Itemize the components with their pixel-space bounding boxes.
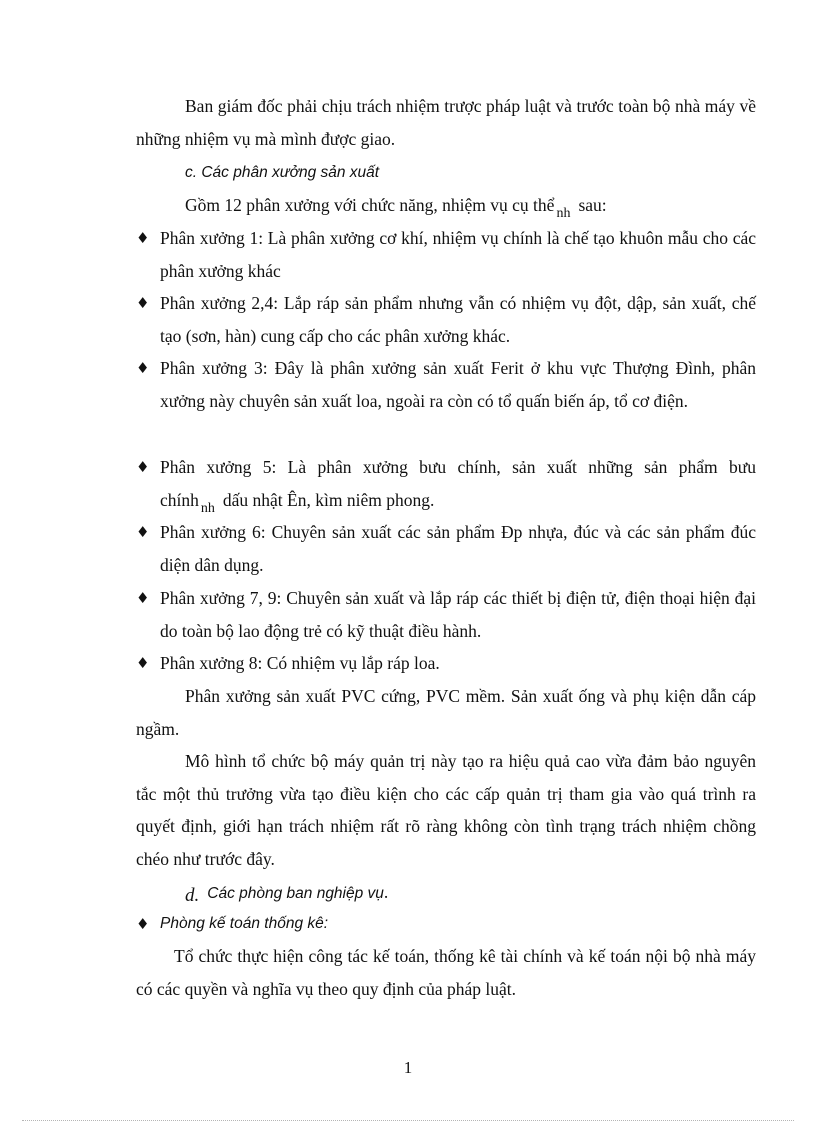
list-item-text: Phân xưởng 8: Có nhiệm vụ lắp ráp loa. bbox=[160, 653, 440, 673]
diamond-bullet-icon: ♦ bbox=[136, 654, 150, 672]
diamond-bullet-icon: ♦ bbox=[136, 915, 150, 933]
list-item-text-a: Phân xưởng 5: Là phân xưởng bưu chính, sản xuất những sản phẩm bưu chính bbox=[160, 457, 756, 510]
list-item-text bbox=[160, 451, 756, 519]
diamond-bullet-icon: ♦ bbox=[136, 294, 150, 312]
diamond-bullet-icon: ♦ bbox=[136, 458, 150, 476]
paragraph-board-responsibility: Ban giám đốc phải chịu trách nhiệm trược pháp luật và trước toàn bộ nhà máy về những nhiệm vụ mà mình được giao. bbox=[136, 96, 756, 149]
paragraph-workshop-count-sub: nh bbox=[556, 206, 571, 221]
paragraph-accounting-duties: Tổ chức thực hiện công tác kế toán, thống kê tài chính và kế toán nội bộ nhà máy có các quyền và nghĩa vụ theo quy định của pháp luật. bbox=[136, 946, 756, 999]
list-item-workshop-6 bbox=[136, 516, 756, 581]
diamond-bullet-icon: ♦ bbox=[136, 523, 150, 541]
list-item-workshop-7-9 bbox=[136, 582, 756, 647]
heading-departments-letter: d. bbox=[185, 885, 200, 906]
diamond-bullet-icon: ♦ bbox=[136, 229, 150, 247]
paragraph-workshop-count-text: Gồm 12 phân xưởng với chức năng, nhiệm vụ cụ thể bbox=[185, 195, 555, 215]
list-item-text-b: dấu nhật Ên, kìm niêm phong. bbox=[222, 489, 435, 510]
heading-departments-end: . bbox=[383, 882, 389, 902]
diamond-bullet-icon: ♦ bbox=[136, 589, 150, 607]
list-item-text: Phân xưởng 7, 9: Chuyên sản xuất và lắp ráp các thiết bị điện tử, điện thoại hiện đại do toàn bộ lao động trẻ có kỹ thuật điều hành. bbox=[160, 588, 756, 641]
list-item-workshop-2-4 bbox=[136, 287, 756, 352]
page-bottom-divider bbox=[22, 1120, 794, 1121]
page-number: 1 bbox=[403, 1058, 413, 1077]
list-item-text-sub: nh bbox=[200, 500, 215, 516]
paragraph-management-model: Mô hình tổ chức bộ máy quản trị này tạo ra hiệu quả cao vừa đảm bảo nguyên tắc một thủ trưởng vừa tạo điều kiện cho các cấp quản trị tham gia vào quá trình ra quyết định, giới hạn trách nhiệm rất rõ ràng không còn tình trạng trách nhiệm chồng chéo như trước đây. bbox=[136, 751, 756, 869]
list-item-text: Phân xưởng 3: Đây là phân xưởng sản xuất Ferit ở khu vực Thượng Đình, phân xưởng này chuyên sản xuất loa, ngoài ra còn có tổ quấn biến áp, tổ cơ điện. bbox=[160, 358, 756, 411]
paragraph-pvc-workshop: Phân xưởng sản xuất PVC cứng, PVC mềm. Sản xuất ống và phụ kiện dẫn cáp ngầm. bbox=[136, 686, 756, 739]
list-item-text: Phân xưởng 1: Là phân xưởng cơ khí, nhiệm vụ chính là chế tạo khuôn mẫu cho các phân xưởng khác bbox=[160, 228, 756, 281]
list-item-workshop-1 bbox=[136, 222, 756, 287]
list-item-text: Phòng kế toán thống kê: bbox=[160, 915, 329, 932]
list-item-workshop-8 bbox=[136, 647, 756, 680]
list-item-workshop-5 bbox=[136, 451, 756, 519]
paragraph-workshop-count-end: sau: bbox=[578, 195, 607, 215]
list-item-text: Phân xưởng 2,4: Lắp ráp sản phẩm nhưng vẫn có nhiệm vụ đột, dập, sản xuất, chế tạo (sơn, hàn) cung cấp cho các phân xưởng khác. bbox=[160, 293, 756, 346]
paragraph-workshop-count bbox=[185, 189, 756, 225]
heading-departments bbox=[185, 876, 756, 911]
heading-production-workshops: c. Các phân xưởng sản xuất bbox=[185, 164, 380, 181]
diamond-bullet-icon: ♦ bbox=[136, 359, 150, 377]
heading-departments-text: Các phòng ban nghiệp vụ bbox=[207, 885, 384, 902]
list-item-text: Phân xưởng 6: Chuyên sản xuất các sản phẩm Đp nhựa, đúc và các sản phẩm đúc diện dân dụng. bbox=[160, 522, 756, 575]
list-item-workshop-3 bbox=[136, 352, 756, 417]
list-item-accounting-department bbox=[136, 908, 756, 941]
